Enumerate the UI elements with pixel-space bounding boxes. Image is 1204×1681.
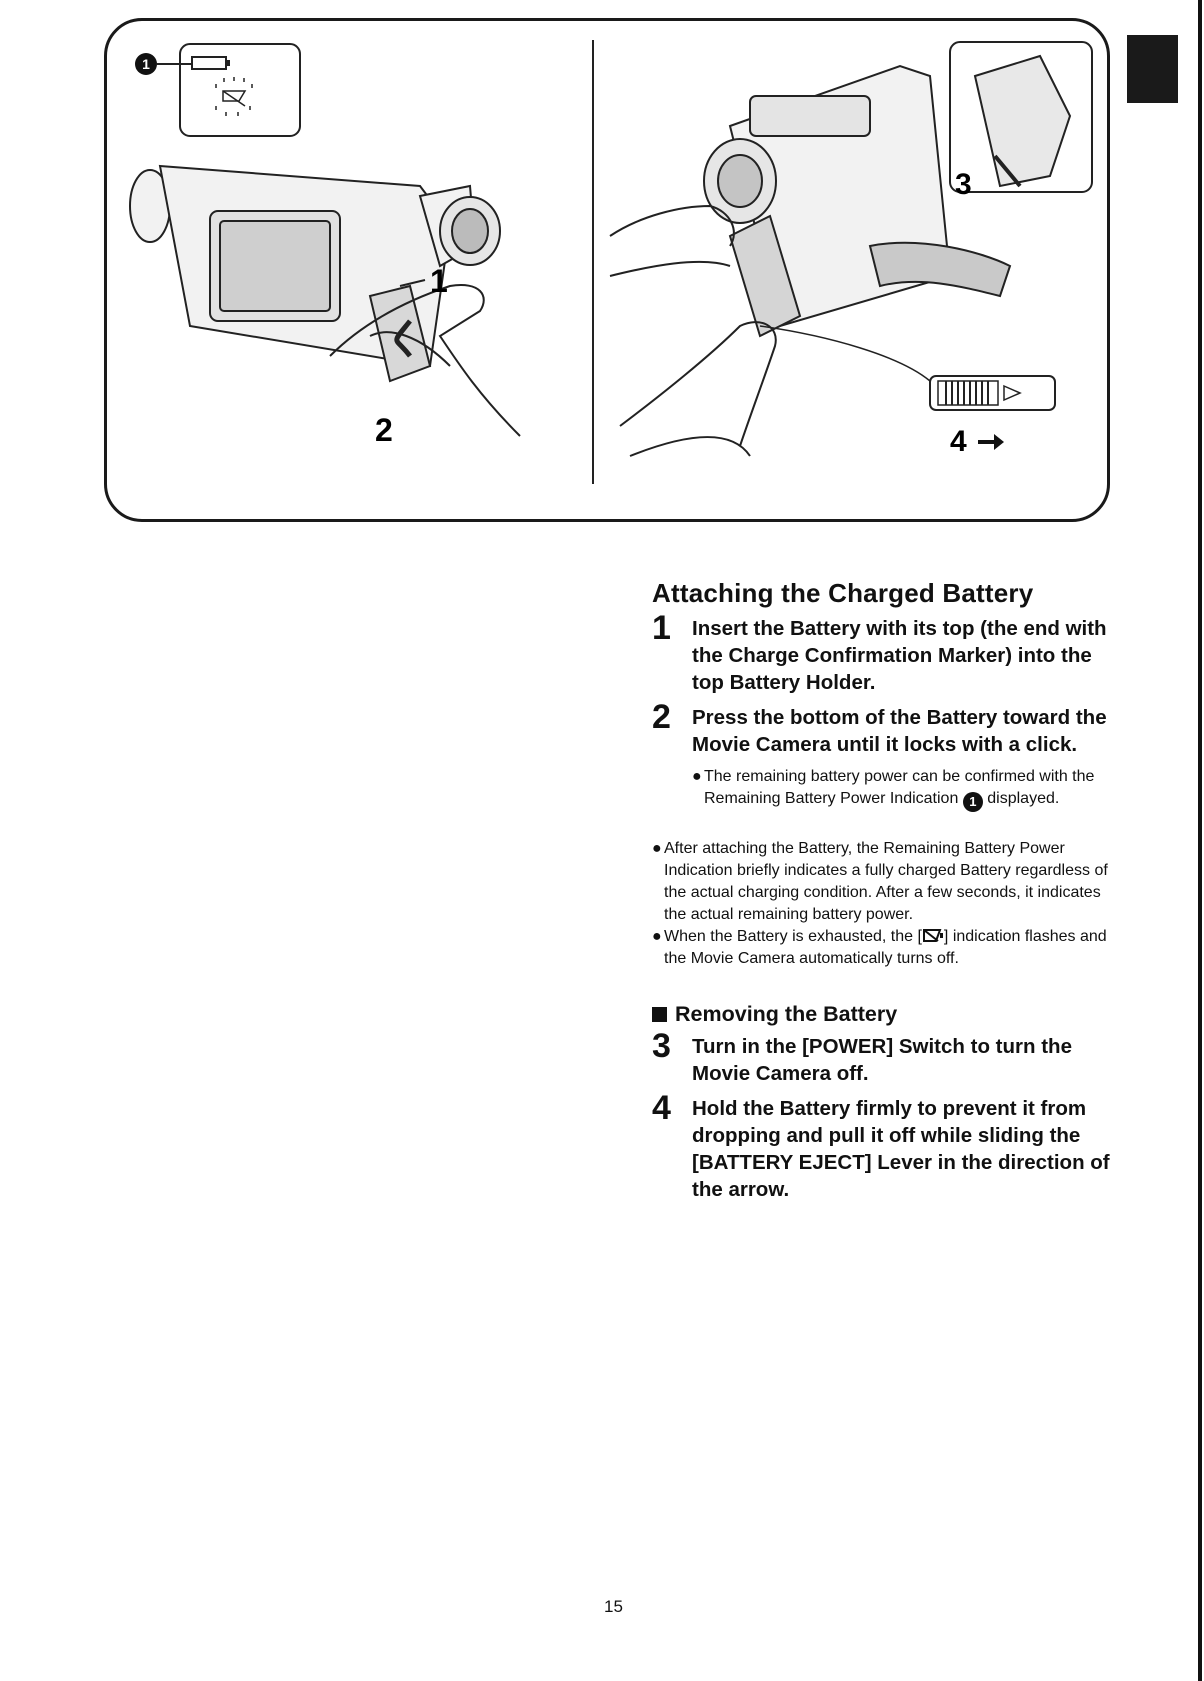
step-number: 2 [652, 698, 671, 736]
removing-heading [652, 1002, 1122, 1027]
note-text: After attaching the Battery, the Remaining Battery Power Indication briefly indicates a fully charged Battery regardless of the actual charging condition. After a few seconds, it indicates the actual remaining battery power. [664, 840, 1108, 923]
instructions [652, 578, 1122, 1211]
page-number: 15 [604, 1597, 623, 1616]
step-3 [652, 1027, 1122, 1087]
step-number: 1 [652, 609, 671, 647]
step-4 [652, 1089, 1122, 1203]
section-title: Attaching the Charged Battery [652, 578, 1034, 608]
step-2 [652, 698, 1122, 812]
step-number: 4 [652, 1089, 671, 1127]
square-bullet-icon [652, 1007, 667, 1022]
camera-battery-insert-illustration [120, 36, 580, 486]
removing-section [652, 1002, 1122, 1203]
removing-heading-text: Removing the Battery [675, 1002, 898, 1026]
step-text: Press the bottom of the Battery toward the Movie Camera until it locks with a click. [692, 706, 1107, 756]
camera-battery-remove-illustration [600, 36, 1100, 496]
note-item [652, 926, 1122, 970]
notes [652, 838, 1122, 970]
note-text-after: displayed. [987, 790, 1060, 807]
step-label-3: 3 [955, 168, 972, 201]
step-text: Insert the Battery with its top (the end with the Charge Confirmation Marker) into the top Battery Holder. [692, 617, 1107, 694]
bullet: ● [652, 928, 662, 945]
step-label-1: 1 [430, 263, 448, 299]
indication-marker: 1 [963, 792, 983, 812]
note-text-before: When the Battery is exhausted, the [ [664, 928, 922, 945]
step-1 [652, 609, 1122, 696]
bullet: ● [692, 768, 702, 785]
battery-exhausted-icon [922, 927, 944, 945]
step-2-note [692, 766, 1122, 812]
step-text: Hold the Battery firmly to prevent it from dropping and pull it off while sliding the [BATTERY EJECT] Lever in the direction of the arrow. [692, 1097, 1110, 1201]
callout-marker: 1 [142, 56, 150, 72]
step-label-2: 2 [375, 412, 393, 448]
step-number: 3 [652, 1027, 671, 1065]
note-text-after: ] indication flashes and the Movie Camera automatically turns off. [664, 928, 1107, 967]
note-text-before: The remaining battery power can be confirmed with the Remaining Battery Power Indication [704, 768, 1095, 807]
illustration-divider [592, 40, 594, 484]
step-label-4: 4 [950, 425, 967, 458]
page-edge-rule [1198, 0, 1202, 1681]
step-text: Turn in the [POWER] Switch to turn the Movie Camera off. [692, 1035, 1072, 1085]
section-tab-marker [1127, 35, 1178, 103]
note-item [652, 838, 1122, 926]
bullet: ● [652, 840, 662, 857]
